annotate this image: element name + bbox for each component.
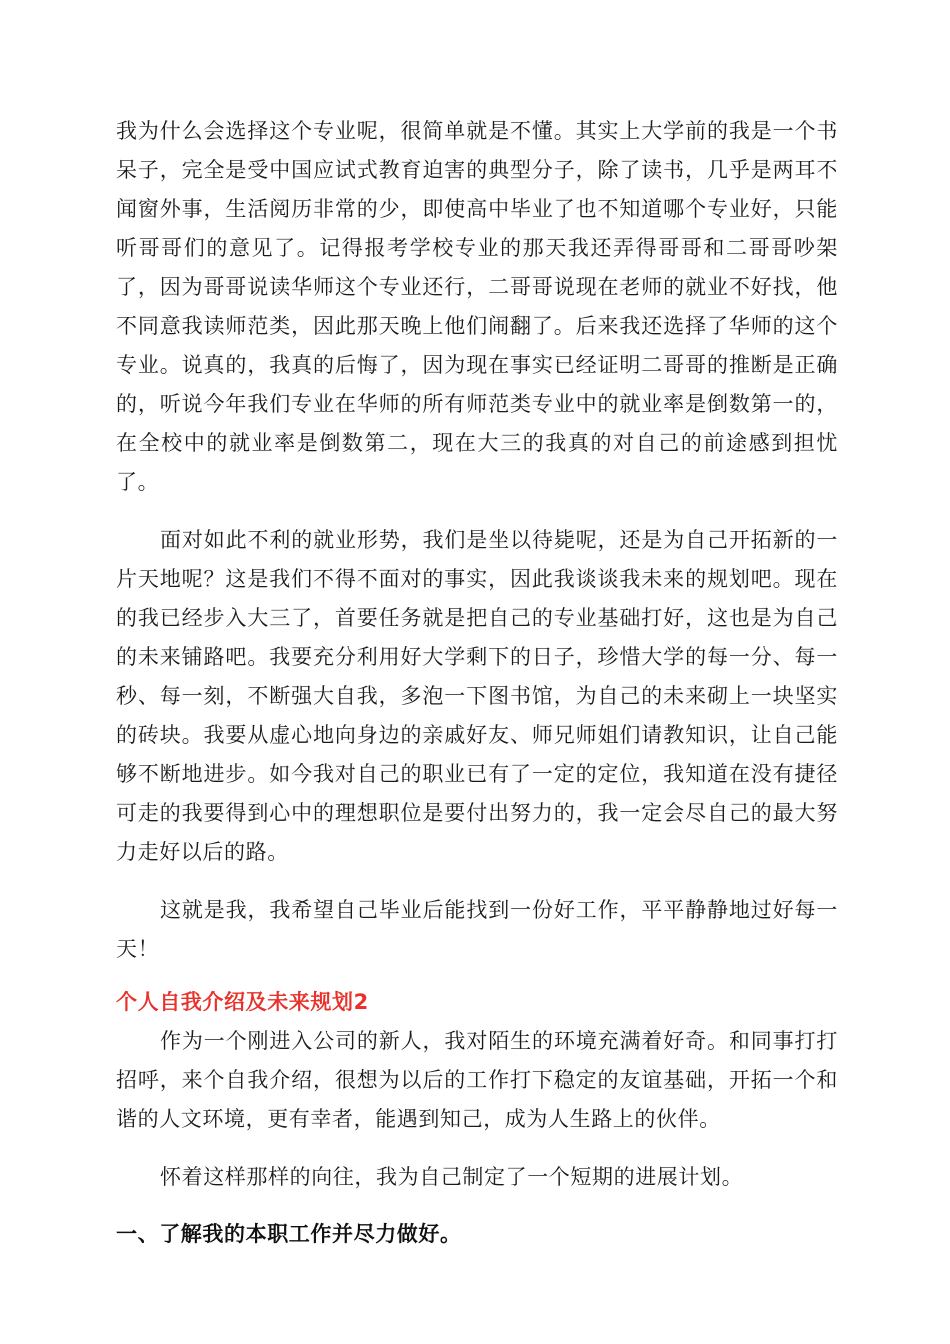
section-title: 个人自我介绍及未来规划2 [116, 990, 369, 1014]
paragraph-major-choice: 我为什么会选择这个专业呢，很简单就是不懂。其实上大学前的我是一个书呆子，完全是受中国应试式教育迫害的典型分子，除了读书，几乎是两耳不闻窗外事，生活阅历非常的少，即使高中毕业了也不知道哪个专业好，只能听哥哥们的意见了。记得报考学校专业的那天我还弄得哥哥和二哥哥吵架了，因为哥哥说读华师这个专业还行，二哥哥说现在老师的就业不好找，他不同意我读师范类，因此那天晚上他们闹翻了。后来我还选择了华师的这个专业。说真的，我真的后悔了，因为现在事实已经证明二哥哥的推断是正确的，听说今年我们专业在华师的所有师范类专业中的就业率是倒数第一的，在全校中的就业率是倒数第二，现在大三的我真的对自己的前途感到担忧了。 [116, 119, 838, 494]
paragraph-future-plan: 面对如此不利的就业形势，我们是坐以待毙呢，还是为自己开拓新的一片天地呢？这是我们不得不面对的事实，因此我谈谈我未来的规划吧。现在的我已经步入大三了，首要任务就是把自己的专业基础打好，这也是为自己的未来铺路吧。我要充分利用好大学剩下的日子，珍惜大学的每一分、每一秒、每一刻，不断强大自我，多泡一下图书馆，为自己的未来砌上一块坚实的砖块。我要从虚心地向身边的亲戚好友、师兄师姐们请教知识，让自己能够不断地进步。如今我对自己的职业已有了一定的定位，我知道在没有捷径可走的我要得到心中的理想职位是要付出努力的，我一定会尽自己的最大努力走好以后的路。 [116, 528, 838, 864]
paragraph-hope: 这就是我，我希望自己毕业后能找到一份好工作，平平静静地过好每一天！ [116, 898, 838, 961]
heading-understand-job: 一、了解我的本职工作并尽力做好。 [116, 1222, 462, 1246]
paragraph-short-term-plan: 怀着这样那样的向往，我为自己制定了一个短期的进展计划。 [160, 1165, 744, 1189]
paragraph-new-employee: 作为一个刚进入公司的新人，我对陌生的环境充满着好奇。和同事打打招呼，来个自我介绍，很想为以后的工作打下稳定的友谊基础，开拓一个和谐的人文环境，更有幸者，能遇到知己，成为人生路上的伙伴。 [116, 1029, 838, 1131]
document-page [116, 112, 838, 1254]
